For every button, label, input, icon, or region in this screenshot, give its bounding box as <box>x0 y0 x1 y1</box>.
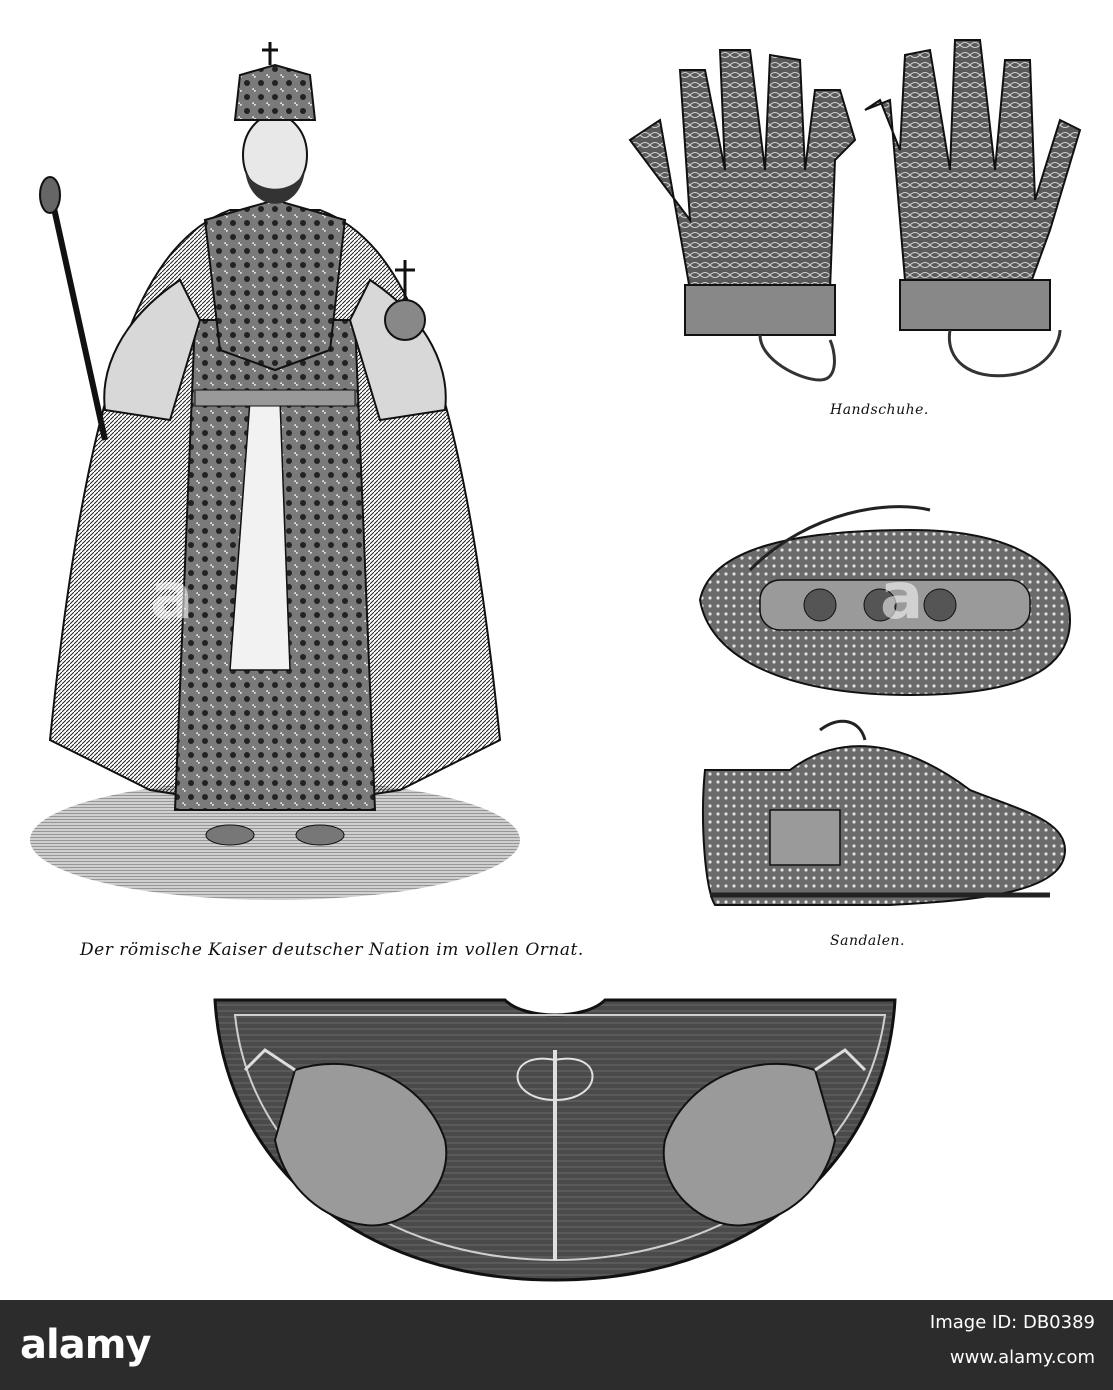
stock-info <box>930 1312 1095 1368</box>
sandals-illustration <box>690 490 1080 920</box>
sandals-caption: Sandalen. <box>830 933 905 949</box>
watermark-left: a <box>150 560 194 634</box>
mantle-illustration <box>205 990 905 1290</box>
stock-url-link[interactable]: www.alamy.com <box>949 1347 1095 1368</box>
gloves-caption: Handschuhe. <box>830 402 929 418</box>
stock-logo: alamy <box>20 1322 151 1368</box>
emperor-caption: Der römische Kaiser deutscher Nation im vollen Ornat. <box>80 940 584 960</box>
gloves-illustration <box>610 30 1090 390</box>
watermark-right: a <box>880 560 924 634</box>
emperor-illustration <box>30 20 520 910</box>
image-id-label: Image ID: DB0389 <box>929 1312 1095 1333</box>
